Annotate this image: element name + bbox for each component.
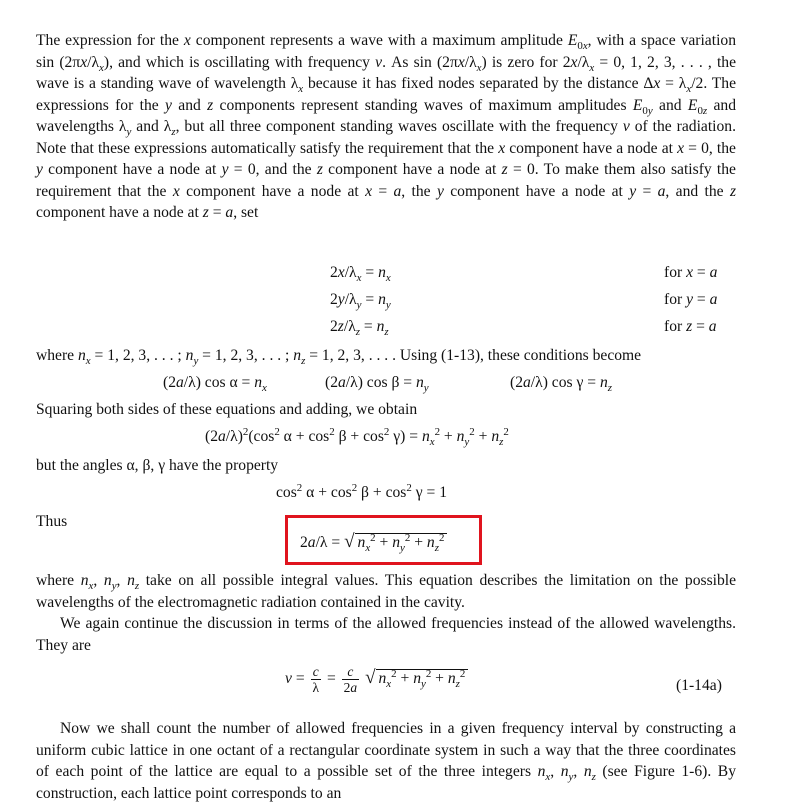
p3-text: Squaring both sides of these equations and adding, we obtain	[36, 401, 418, 418]
equation-cos-identity: $\cos^2 \alpha + \cos^2 \beta + \cos^2 \gamma = 1$	[276, 481, 448, 501]
paragraph-squaring	[36, 399, 736, 421]
p7-text: We again continue the discussion in terms of the allowed frequencies instead of the allowed wavelengths. They are	[36, 615, 736, 654]
highlight-box	[285, 515, 482, 565]
equation-wavelength-result: 2a/λ = √ $n_x^2 + n_y^2 + n_z^2$	[300, 532, 447, 553]
p1-text: The expression for the x component represents a wave with a maximum amplitude $E_{0x}$, with a space variation $\sin (2\pi x/\lambda_x)$, and which is oscillating with frequency ν. As $\sin (2\pi x/\lambda_x)$ is zero for $2x/\lambda_x = 0$, 1, 2, 3, . . . , the wave is a standing wave of wavelength $\lambda_x$ because it has fixed nodes separated by the distance $\Delta x = \lambda_x/2$. The expressions for the y and z components represent standing waves of maximum amplitudes $E_{0y}$ and $E_{0z}$ and wavelengths $\lambda_y$ and $\lambda_z$, but all three component standing waves oscillate with the frequency ν of the radiation. Note that these expressions automatically satisfy the requirement that the x component have a node at x = 0, the y component have a node at y = 0, and the z component have a node at z = 0. To make them also satisfy the requirement that the x component have a node at x = a, the y component have a node at y = a, and the z component have a node at z = a, set	[36, 32, 737, 221]
p8-text: Now we shall count the number of allowed frequencies in a given frequency interval by constructing a uniform cubic lattice in one octant of a rectangular coordinate system in such a way that the three coordinates of each point of the lattice are equal to a possible set of the three integers $n_x$, $n_y$, $n_z$ (see Figure 1-6). By construction, each lattice point corresponds to an	[36, 720, 736, 802]
paragraph-limitation	[36, 570, 736, 613]
fraction-c-over-2a: $\frac{c}{2a}$	[343, 664, 358, 695]
p2-text: where $n_x = 1$, 2, 3, . . . ; $n_y = 1$, 2, 3, . . . ; $n_z = 1$, 2, 3, . . . . Using (1-13), these conditions become	[36, 347, 642, 368]
equation-cos-alpha: (2a/λ) $\cos \alpha = n_x$	[163, 374, 267, 395]
sqrt-frequency: √ $n_x^2 + n_y^2 + n_z^2$	[365, 668, 468, 689]
condition-x: for x = a	[664, 264, 718, 281]
equation-node-x: $2x/\lambda_x = n_x$	[330, 264, 391, 285]
equation-cos-gamma: (2a/λ) $\cos \gamma = n_z$	[510, 374, 612, 395]
paragraph-standing-waves	[36, 30, 736, 224]
equation-number-label: (1-14a)	[676, 677, 722, 694]
equation-node-z: $2z/\lambda_z = n_z$	[330, 318, 389, 339]
fraction-c-over-lambda: $\frac{c}{\lambda}$	[312, 664, 320, 695]
p5-text: Thus	[36, 513, 68, 530]
equation-cos-beta: (2a/λ) $\cos \beta = n_y$	[325, 374, 429, 395]
equation-node-y: $2y/\lambda_y = n_y$	[330, 291, 391, 312]
paragraph-frequencies	[36, 613, 736, 656]
condition-y: for y = a	[664, 291, 718, 308]
p6-text: where $n_x$, $n_y$, $n_z$ take on all possible integral values. This equation describes the limitation on the possible wavelengths of the electromagnetic radiation contained in the cavity.	[36, 572, 737, 611]
sqrt-expression: √ $n_x^2 + n_y^2 + n_z^2$	[344, 532, 447, 553]
condition-z: for z = a	[664, 318, 717, 335]
p4-text: but the angles α, β, γ have the property	[36, 457, 279, 474]
paragraph-integers	[36, 345, 736, 367]
paragraph-angles	[36, 455, 736, 477]
equation-squared-sum: $(2a/\lambda)^2(\cos^2$ $\alpha + \cos^2 \beta + \cos^2 \gamma) = n_x^2 + n_y^2 + n_z^2$	[205, 425, 509, 449]
equation-frequency-result: ν = $\frac{c}{\lambda}$ = $\frac{c}{2a}$ √ $n_x^2 + n_y^2 + n_z^2$	[285, 664, 468, 695]
paragraph-lattice	[36, 718, 736, 804]
